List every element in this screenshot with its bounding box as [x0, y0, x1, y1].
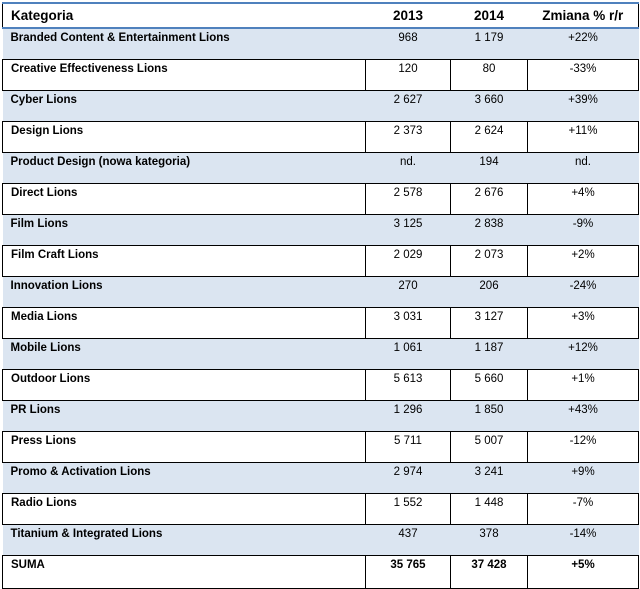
table-body [3, 28, 639, 589]
category-cell: Media Lions [3, 307, 366, 338]
column-header-2013: 2013 [366, 3, 451, 28]
change-cell: -24% [528, 276, 639, 307]
change-cell: -12% [528, 431, 639, 462]
change-cell: -9% [528, 214, 639, 245]
category-cell: Promo & Activation Lions [3, 462, 366, 493]
table-row [3, 245, 639, 276]
change-cell: +3% [528, 307, 639, 338]
table-row [3, 214, 639, 245]
category-cell: SUMA [3, 555, 366, 589]
value-2013-cell: 2 578 [366, 183, 451, 214]
category-cell: Radio Lions [3, 493, 366, 524]
category-cell: Design Lions [3, 121, 366, 152]
table-row [3, 90, 639, 121]
value-2014-cell: 37 428 [451, 555, 528, 589]
value-2014-cell: 3 127 [451, 307, 528, 338]
change-cell: +22% [528, 28, 639, 59]
value-2013-cell: 1 296 [366, 400, 451, 431]
value-2014-cell: 2 624 [451, 121, 528, 152]
change-cell: nd. [528, 152, 639, 183]
table-row [3, 338, 639, 369]
change-cell: +12% [528, 338, 639, 369]
value-2014-cell: 5 007 [451, 431, 528, 462]
value-2013-cell: 2 627 [366, 90, 451, 121]
value-2013-cell: 1 061 [366, 338, 451, 369]
value-2014-cell: 206 [451, 276, 528, 307]
category-cell: Branded Content & Entertainment Lions [3, 28, 366, 59]
value-2014-cell: 5 660 [451, 369, 528, 400]
table-row [3, 462, 639, 493]
header-row [3, 3, 639, 28]
table-row [3, 152, 639, 183]
change-cell: +11% [528, 121, 639, 152]
category-cell: Film Craft Lions [3, 245, 366, 276]
value-2014-cell: 80 [451, 59, 528, 90]
value-2013-cell: 2 373 [366, 121, 451, 152]
value-2013-cell: 5 711 [366, 431, 451, 462]
value-2013-cell: 270 [366, 276, 451, 307]
table-row [3, 276, 639, 307]
table-row [3, 431, 639, 462]
change-cell: -7% [528, 493, 639, 524]
value-2013-cell: nd. [366, 152, 451, 183]
table-row [3, 369, 639, 400]
value-2013-cell: 968 [366, 28, 451, 59]
table-row [3, 307, 639, 338]
value-2013-cell: 3 031 [366, 307, 451, 338]
value-2014-cell: 1 850 [451, 400, 528, 431]
value-2014-cell: 194 [451, 152, 528, 183]
column-header-zmiana: Zmiana % r/r [528, 3, 639, 28]
change-cell: -33% [528, 59, 639, 90]
value-2014-cell: 378 [451, 524, 528, 555]
change-cell: +39% [528, 90, 639, 121]
table-row [3, 183, 639, 214]
column-header-kategoria: Kategoria [3, 3, 366, 28]
category-cell: PR Lions [3, 400, 366, 431]
value-2014-cell: 1 187 [451, 338, 528, 369]
column-header-2014: 2014 [451, 3, 528, 28]
change-cell: +1% [528, 369, 639, 400]
value-2014-cell: 2 073 [451, 245, 528, 276]
category-cell: Film Lions [3, 214, 366, 245]
change-cell: +5% [528, 555, 639, 589]
value-2013-cell: 5 613 [366, 369, 451, 400]
value-2013-cell: 120 [366, 59, 451, 90]
cannes-lions-entries-table [2, 2, 639, 589]
change-cell: +4% [528, 183, 639, 214]
change-cell: +43% [528, 400, 639, 431]
change-cell: +9% [528, 462, 639, 493]
value-2014-cell: 3 660 [451, 90, 528, 121]
category-cell: Creative Effectiveness Lions [3, 59, 366, 90]
table-row [3, 493, 639, 524]
category-cell: Product Design (nowa kategoria) [3, 152, 366, 183]
change-cell: -14% [528, 524, 639, 555]
category-cell: Press Lions [3, 431, 366, 462]
table-row [3, 121, 639, 152]
category-cell: Direct Lions [3, 183, 366, 214]
value-2014-cell: 1 448 [451, 493, 528, 524]
table-row [3, 59, 639, 90]
value-2014-cell: 3 241 [451, 462, 528, 493]
value-2013-cell: 437 [366, 524, 451, 555]
table-row [3, 555, 639, 589]
table-row [3, 524, 639, 555]
value-2013-cell: 35 765 [366, 555, 451, 589]
change-cell: +2% [528, 245, 639, 276]
table-row [3, 28, 639, 59]
value-2014-cell: 2 838 [451, 214, 528, 245]
category-cell: Outdoor Lions [3, 369, 366, 400]
value-2014-cell: 2 676 [451, 183, 528, 214]
category-cell: Cyber Lions [3, 90, 366, 121]
category-cell: Mobile Lions [3, 338, 366, 369]
table-row [3, 400, 639, 431]
category-cell: Innovation Lions [3, 276, 366, 307]
value-2013-cell: 3 125 [366, 214, 451, 245]
value-2013-cell: 1 552 [366, 493, 451, 524]
value-2013-cell: 2 974 [366, 462, 451, 493]
category-cell: Titanium & Integrated Lions [3, 524, 366, 555]
value-2014-cell: 1 179 [451, 28, 528, 59]
value-2013-cell: 2 029 [366, 245, 451, 276]
